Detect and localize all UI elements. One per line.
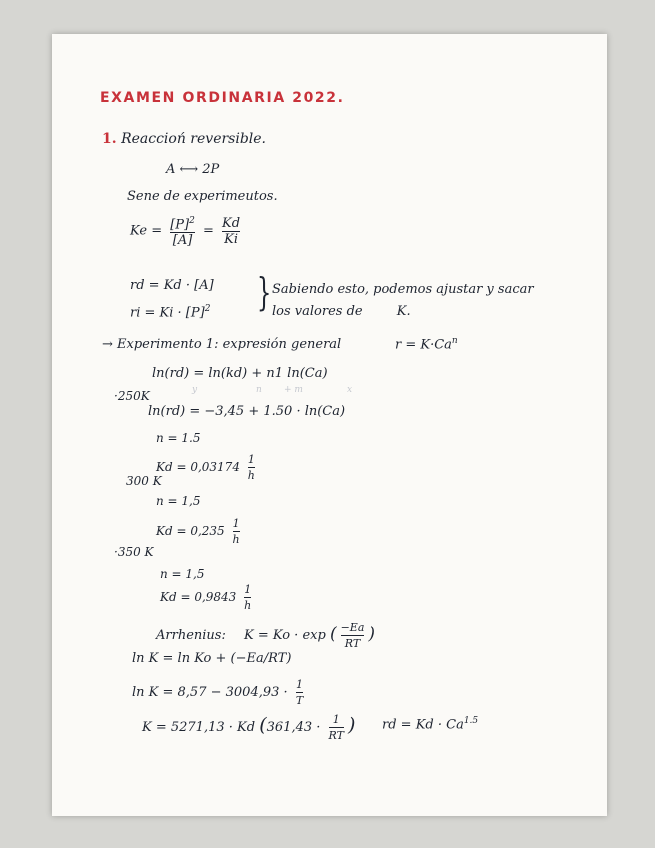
- reverse-rate: [130, 302, 210, 320]
- keq-fraction-2: [222, 216, 240, 247]
- temp-250-n: n = 1.5: [156, 431, 201, 445]
- annot-n: n: [256, 385, 262, 395]
- section-heading: [102, 132, 266, 147]
- forward-rate: rd = Kd · [A]: [130, 278, 214, 293]
- temp-350-n: n = 1,5: [160, 567, 205, 581]
- frac-num: −Ea: [340, 621, 365, 634]
- equilibrium-constant: [130, 214, 244, 248]
- experiment-heading: → Experimento 1: expresión general: [102, 337, 342, 352]
- keq-fraction-1: [170, 214, 195, 248]
- unit-num: 1: [244, 583, 252, 596]
- frac-den: T: [295, 694, 304, 707]
- ln-equation-2: [132, 677, 307, 708]
- unit-den: h: [244, 599, 252, 612]
- annot-x: x: [347, 385, 353, 395]
- reaction-equation: A ⟷ 2P: [166, 162, 220, 177]
- temp-350-label: ·350 K: [114, 545, 154, 559]
- temp-300-unit: [233, 516, 240, 547]
- temp-250-unit: [248, 452, 255, 483]
- keq-den2: Ki: [222, 231, 240, 247]
- keq-num2: Kd: [222, 215, 241, 231]
- note-line-2-k: K.: [396, 304, 411, 319]
- reverse-rate-exp: 2: [204, 304, 211, 314]
- frac-den: RT: [328, 729, 344, 742]
- frac-num: 1: [332, 713, 340, 726]
- section-text: Reaccioń reversible.: [121, 131, 267, 147]
- keq-den1: [A]: [170, 232, 195, 248]
- experiment-series-label: Sene de experimeutos.: [127, 189, 278, 204]
- final-k-b: 361,43 ·: [266, 720, 321, 735]
- temp-350-unit: [244, 582, 251, 613]
- general-expression-exp: n: [451, 336, 458, 346]
- ln-equation-1: ln K = ln Ko + (−Ea/RT): [132, 651, 292, 666]
- temp-250-kd: [156, 452, 259, 483]
- arrhenius-eq: K = Ko · exp: [243, 628, 326, 643]
- ln-equation-2-frac: [296, 677, 303, 708]
- log-equation: ln(rd) = ln(kd) + n1 ln(Ca): [152, 366, 328, 381]
- unit-den: h: [232, 533, 240, 546]
- temp-250-fit: ln(rd) = −3,45 + 1.50 · ln(Ca): [148, 404, 346, 419]
- arrhenius-line: Arrhenius: K = Ko · exp ( $\frac{-Ea}{RT}$ ): [156, 621, 376, 650]
- final-rate-text: rd = Kd · Ca: [382, 717, 464, 733]
- temp-250-label: ·250K: [114, 389, 150, 403]
- unit-den: h: [247, 469, 255, 482]
- annot-m: + m: [284, 385, 303, 395]
- arrhenius-frac: [341, 620, 365, 651]
- temp-250-kd-value: Kd = 0,03174: [156, 460, 240, 474]
- section-number: 1.: [102, 131, 117, 147]
- page-title: EXAMEN ORDINARIA 2022.: [100, 90, 345, 106]
- temp-350-kd: [160, 582, 255, 613]
- unit-num: 1: [232, 517, 240, 530]
- temp-300-kd: [156, 516, 244, 547]
- temp-350-kd-value: Kd = 0,9843: [160, 590, 237, 604]
- notebook-page: [52, 34, 607, 816]
- general-expression: [395, 334, 458, 352]
- temp-300-n: n = 1,5: [156, 494, 201, 508]
- frac-den: RT: [341, 635, 365, 651]
- final-rate-exp: 1.5: [463, 716, 479, 726]
- final-rate-equation: [382, 714, 478, 732]
- final-k-frac: [329, 712, 344, 743]
- temp-300-kd-value: Kd = 0,235: [156, 524, 225, 538]
- final-k-a: K = 5271,13 · Kd: [142, 720, 256, 735]
- frac-num: 1: [295, 678, 303, 691]
- temp-300-label: 300 K: [126, 474, 162, 488]
- arrhenius-label: Arrhenius:: [156, 628, 226, 643]
- unit-num: 1: [247, 453, 255, 466]
- keq-lhs: Ke =: [130, 223, 163, 239]
- annot-y: y: [192, 385, 198, 395]
- final-k-equation: K = 5271,13 · Kd (361,43 · $\frac{1}{RT}$ ): [142, 713, 356, 742]
- ln-equation-2-text: ln K = 8,57 − 3004,93 ·: [132, 685, 288, 700]
- note-line-2: [272, 304, 411, 319]
- note-line-2-text: los valores de: [272, 304, 363, 319]
- general-expression-text: r = K·Ca: [395, 337, 452, 353]
- note-line-1: Sabiendo esto, podemos ajustar y sacar: [272, 282, 534, 297]
- keq-equals: =: [203, 223, 214, 239]
- keq-num1: [P]: [170, 217, 190, 233]
- brace: }: [256, 270, 272, 314]
- reverse-rate-text: ri = Ki · [P]: [130, 305, 205, 321]
- keq-num1-exp: 2: [189, 216, 195, 226]
